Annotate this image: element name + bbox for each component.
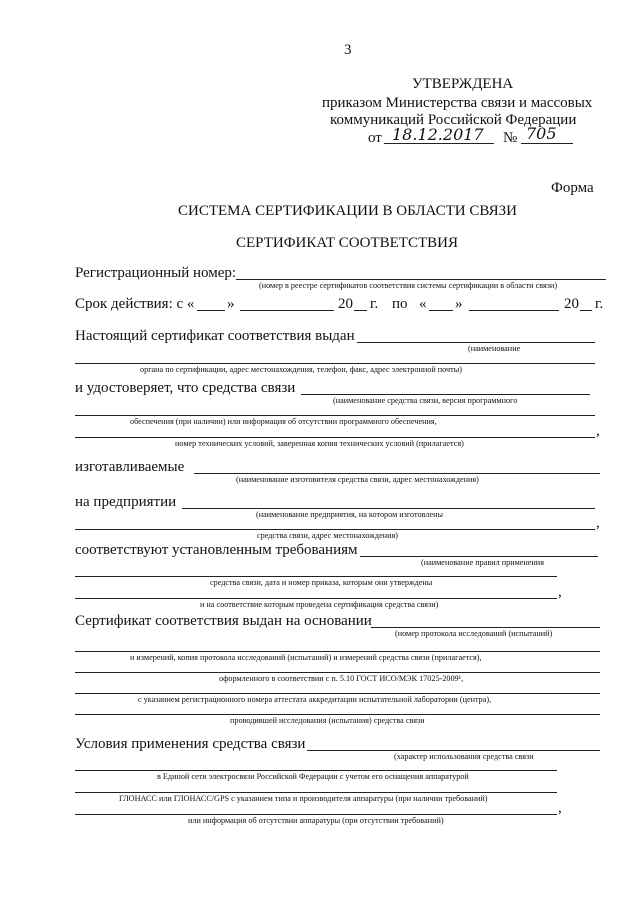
certifies-hint-1: (наименование средства связи, версия программного — [333, 396, 518, 405]
issued-by-line-1 — [357, 342, 595, 343]
basis-line-5 — [75, 714, 600, 715]
basis-line-1 — [371, 627, 600, 628]
validity-to-qclose: » — [455, 296, 463, 312]
conform-line-3 — [75, 598, 557, 599]
conditions-line-2 — [75, 770, 557, 771]
conditions-hint-1: (характер использования средства связи — [394, 752, 534, 761]
certifies-label: и удостоверяет, что средства связи — [75, 380, 296, 396]
conform-line-2 — [75, 576, 557, 577]
manufactured-line — [194, 473, 600, 474]
approval-number-sign: № — [503, 130, 518, 146]
enterprise-line-1 — [182, 508, 595, 509]
conditions-line-4 — [75, 814, 557, 815]
approval-line-1: приказом Министерства связи и массовых — [322, 95, 593, 111]
certifies-line-2 — [75, 415, 595, 416]
issued-by-label: Настоящий сертификат соответствия выдан — [75, 328, 355, 344]
conditions-line-1 — [307, 750, 600, 751]
basis-line-4 — [75, 693, 600, 694]
validity-from-day-line — [197, 310, 225, 311]
basis-hint-4: с указанием регистрационного номера аттестата аккредитации испытательной лаборатории (центра), — [138, 695, 492, 704]
validity-from-qclose: » — [227, 296, 235, 312]
basis-hint-3: оформленного в соответствии с п. 5.10 ГОСТ ИСО/МЭК 17025-2009¹, — [219, 674, 464, 683]
certifies-comma: , — [596, 423, 600, 439]
issued-by-hint-1: (наименование — [468, 344, 521, 353]
conditions-hint-4: или информация об отсутствии аппаратуры (при отсутствии требований) — [188, 816, 444, 825]
conform-label: соответствуют установленным требованиям — [75, 542, 358, 558]
issued-by-hint-2: органа по сертификации, адрес местонахождения, телефон, факс, адрес электронной почты) — [140, 365, 462, 374]
conform-hint-1: (наименование правил применения — [421, 558, 544, 567]
validity-to-g: г. — [595, 296, 604, 312]
conform-comma: , — [558, 584, 562, 600]
conditions-hint-2: в Единой сети электросвязи Российской Федерации с учетом его оснащения аппаратурой — [157, 772, 469, 781]
basis-hint-2: и измерений, копия протокола исследований (испытаний) и измерений средства связи (прилагается), — [130, 653, 482, 662]
validity-from-g: г. — [370, 296, 379, 312]
reg-number-label: Регистрационный номер: — [75, 265, 237, 281]
enterprise-comma: , — [596, 515, 600, 531]
conform-line-1 — [360, 556, 598, 557]
form-label: Форма — [551, 180, 594, 196]
validity-from-month-line — [240, 310, 334, 311]
basis-hint-5: проводившей исследования (испытания) средства связи — [230, 716, 425, 725]
approval-number-line — [521, 143, 573, 144]
basis-label: Сертификат соответствия выдан на основании — [75, 613, 372, 629]
conditions-label: Условия применения средства связи — [75, 736, 306, 752]
reg-number-line — [236, 279, 606, 280]
validity-to-month-line — [469, 310, 559, 311]
validity-to-day-line — [429, 310, 453, 311]
enterprise-line-2 — [75, 529, 595, 530]
approval-line-2: коммуникаций Российской Федерации — [330, 112, 577, 128]
system-title: СИСТЕМА СЕРТИФИКАЦИИ В ОБЛАСТИ СВЯЗИ — [178, 203, 517, 219]
conditions-hint-3: ГЛОНАСС или ГЛОНАСС/GPS с указанием типа и производителя аппаратуры (при наличии требований) — [119, 794, 488, 803]
approval-date: 18.12.2017 — [392, 125, 484, 144]
conform-hint-3: и на соответствие которым проведена сертификация средства связи) — [200, 600, 439, 609]
validity-label: Срок действия: с « — [75, 296, 195, 312]
issued-by-line-2 — [75, 363, 595, 364]
basis-line-3 — [75, 672, 600, 673]
validity-to-year-line — [580, 310, 592, 311]
conditions-comma: , — [558, 800, 562, 816]
validity-from-year-line — [354, 310, 367, 311]
certifies-line-3 — [75, 437, 595, 438]
basis-line-2 — [75, 651, 600, 652]
approval-from: от — [368, 130, 382, 146]
approval-number: 705 — [526, 124, 557, 143]
page-number: 3 — [344, 42, 352, 58]
reg-number-hint: (номер в реестре сертификатов соответствия системы сертификации в области связи) — [259, 281, 558, 290]
basis-hint-1: (номер протокола исследований (испытаний) — [395, 629, 553, 638]
enterprise-hint-1: (наименование предприятия, на котором изготовлены — [256, 510, 443, 519]
manufactured-hint: (наименование изготовителя средства связи, адрес местонахождения) — [236, 475, 479, 484]
enterprise-label: на предприятии — [75, 494, 177, 510]
enterprise-hint-2: средства связи, адрес местонахождения) — [257, 531, 398, 540]
conform-hint-2: средства связи, дата и номер приказа, которым они утверждены — [210, 578, 433, 587]
validity-to-year-prefix: 20 — [564, 296, 579, 312]
certifies-line-1 — [301, 394, 590, 395]
manufactured-label: изготавливаемые — [75, 459, 185, 475]
certifies-hint-2: обеспечения (при наличии) или информация об отсутствии программного обеспечения, — [130, 417, 437, 426]
validity-to-qopen: « — [419, 296, 427, 312]
approval-title: УТВЕРЖДЕНА — [412, 76, 514, 92]
certifies-hint-3: номер технических условий, заверенная копия технических условий (прилагается) — [175, 439, 464, 448]
conditions-line-3 — [75, 792, 557, 793]
certificate-title: СЕРТИФИКАТ СООТВЕТСТВИЯ — [236, 235, 458, 251]
validity-po: по — [392, 296, 408, 312]
validity-from-year-prefix: 20 — [338, 296, 353, 312]
